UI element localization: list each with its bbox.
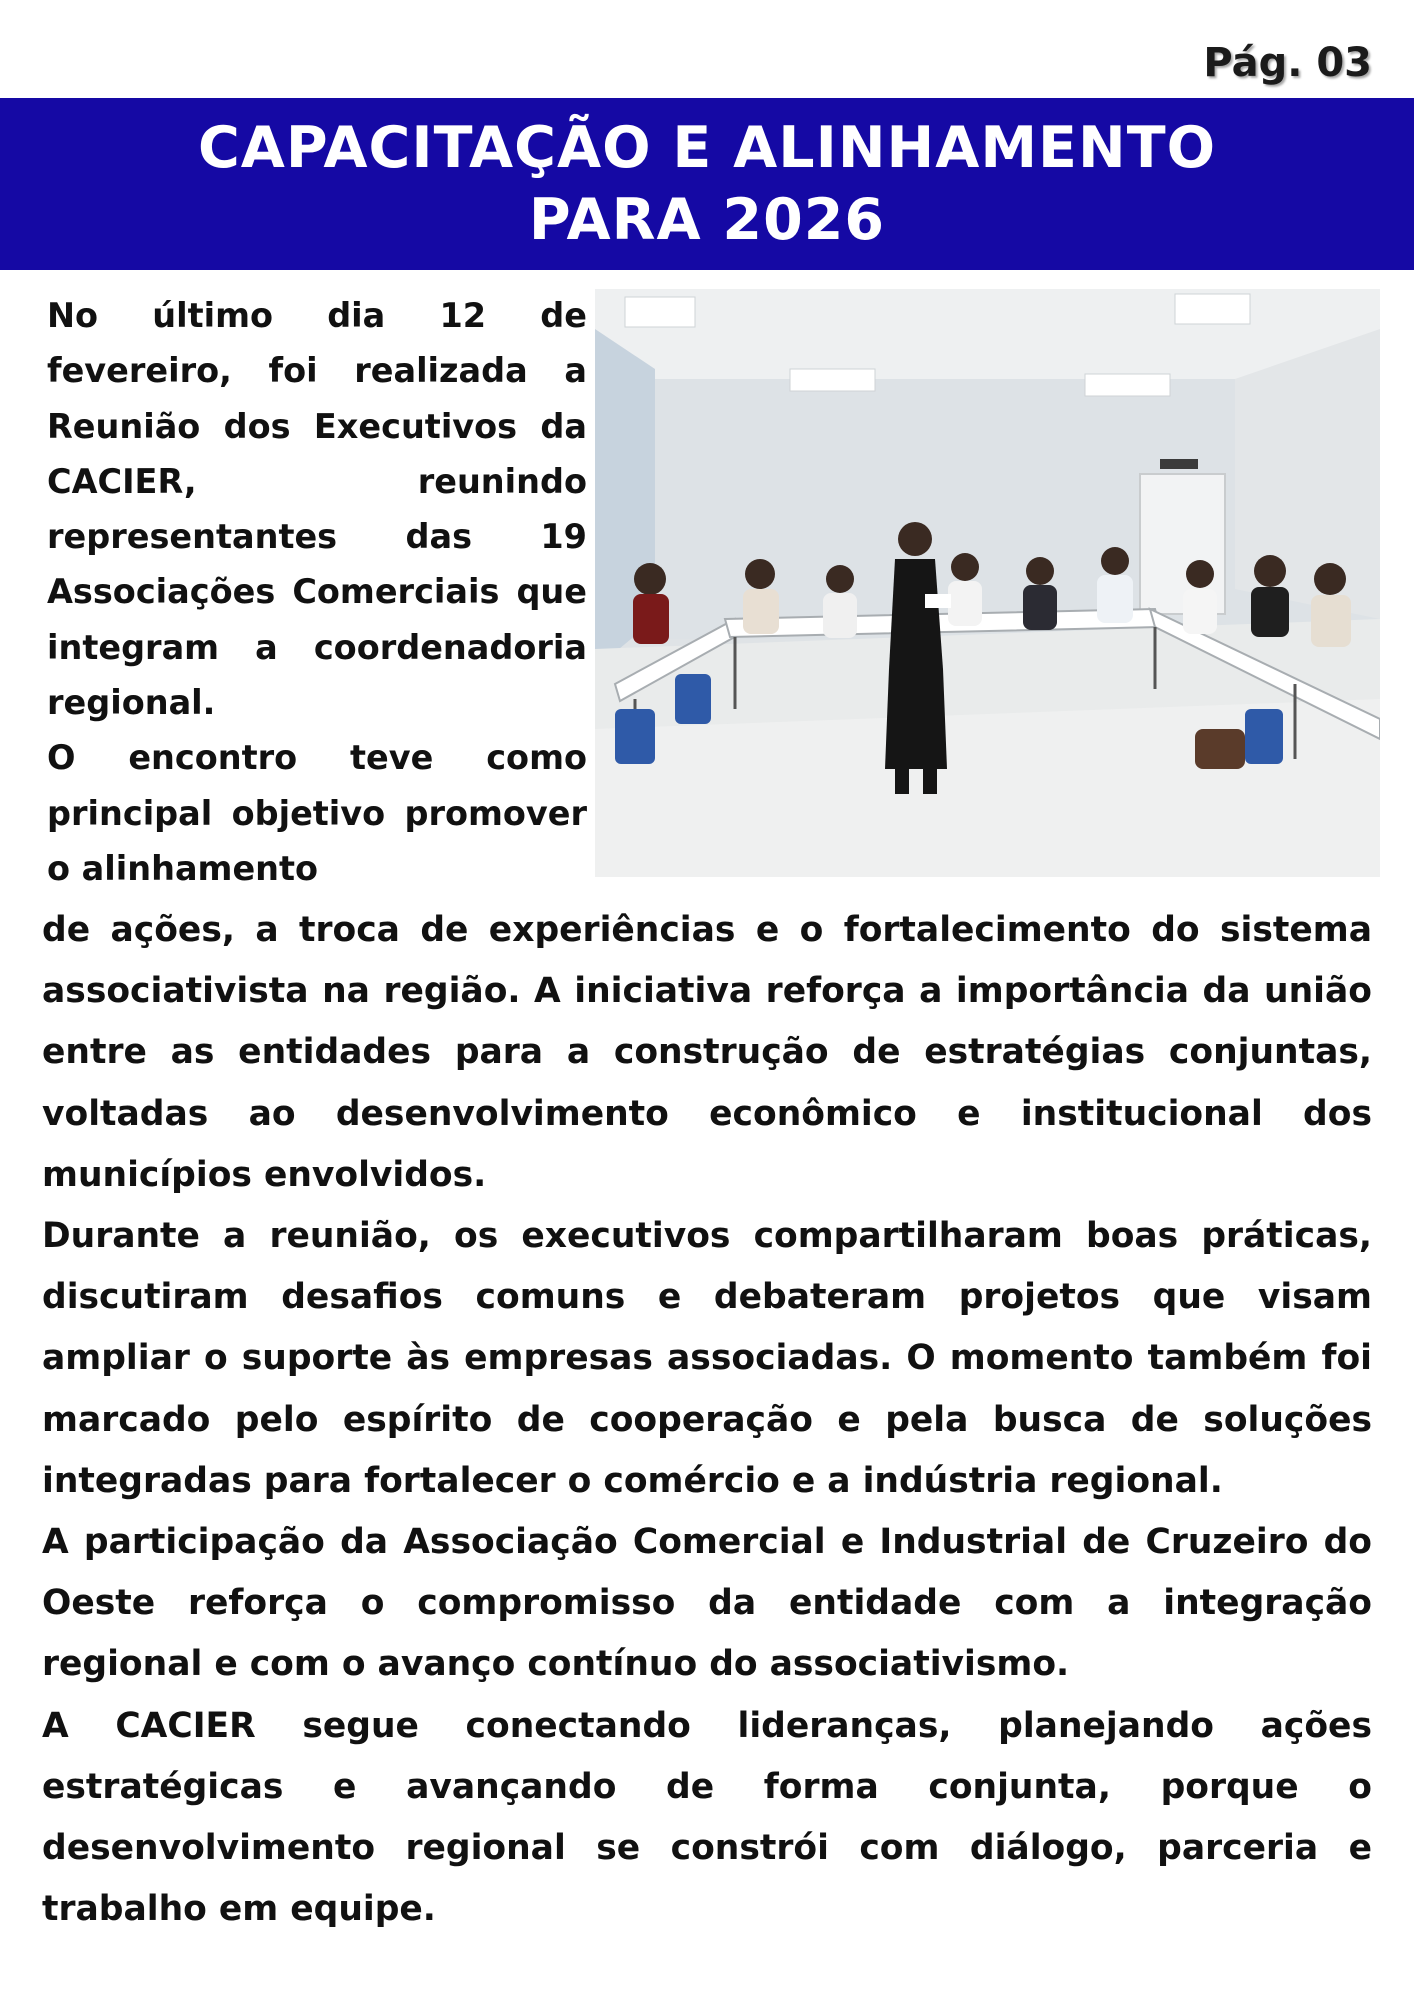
article-body xyxy=(42,900,1372,1940)
body-paragraph-4: A CACIER segue conectando lideranças, planejando ações estratégicas e avançando de forma conjunta, porque o desenvolvimento regional se constrói com diálogo, parceria e trabalho em equipe. xyxy=(42,1705,1372,1930)
body-paragraph-1: de ações, a troca de experiências e o fortalecimento do sistema associativista na região. A iniciativa reforça a importância da união entre as entidades para a construção de estratégias conjuntas, voltadas ao desenvolvimento econômico e institucional dos municípios envolvidos. xyxy=(42,910,1372,1195)
intro-paragraph-1: No último dia 12 de fevereiro, foi realizada a Reunião dos Executivos da CACIER, reunindo representantes das 19 Associações Comerciais que integram a coordenadoria regional. xyxy=(47,296,587,723)
body-paragraph-3: A participação da Associação Comercial e Industrial de Cruzeiro do Oeste reforça o compromisso da entidade com a integração regional e com o avanço contínuo do associativismo. xyxy=(42,1522,1372,1685)
intro-text xyxy=(47,288,587,896)
page-title xyxy=(198,112,1216,256)
intro-paragraph-2: O encontro teve como principal objetivo promover o alinhamento xyxy=(47,738,587,888)
meeting-photo xyxy=(595,289,1380,877)
title-banner xyxy=(0,98,1414,270)
page-number: Pág. 03 xyxy=(1203,40,1372,86)
meeting-photo-illustration xyxy=(595,289,1380,877)
title-line-1: CAPACITAÇÃO E ALINHAMENTO xyxy=(197,115,1217,181)
body-paragraph-2: Durante a reunião, os executivos compartilharam boas práticas, discutiram desafios comuns e debateram projetos que visam ampliar o suporte às empresas associadas. O momento também foi marcado pelo espírito de cooperação e pela busca de soluções integradas para fortalecer o comércio e a indústria regional. xyxy=(42,1216,1372,1501)
title-line-2: PARA 2026 xyxy=(528,187,886,253)
